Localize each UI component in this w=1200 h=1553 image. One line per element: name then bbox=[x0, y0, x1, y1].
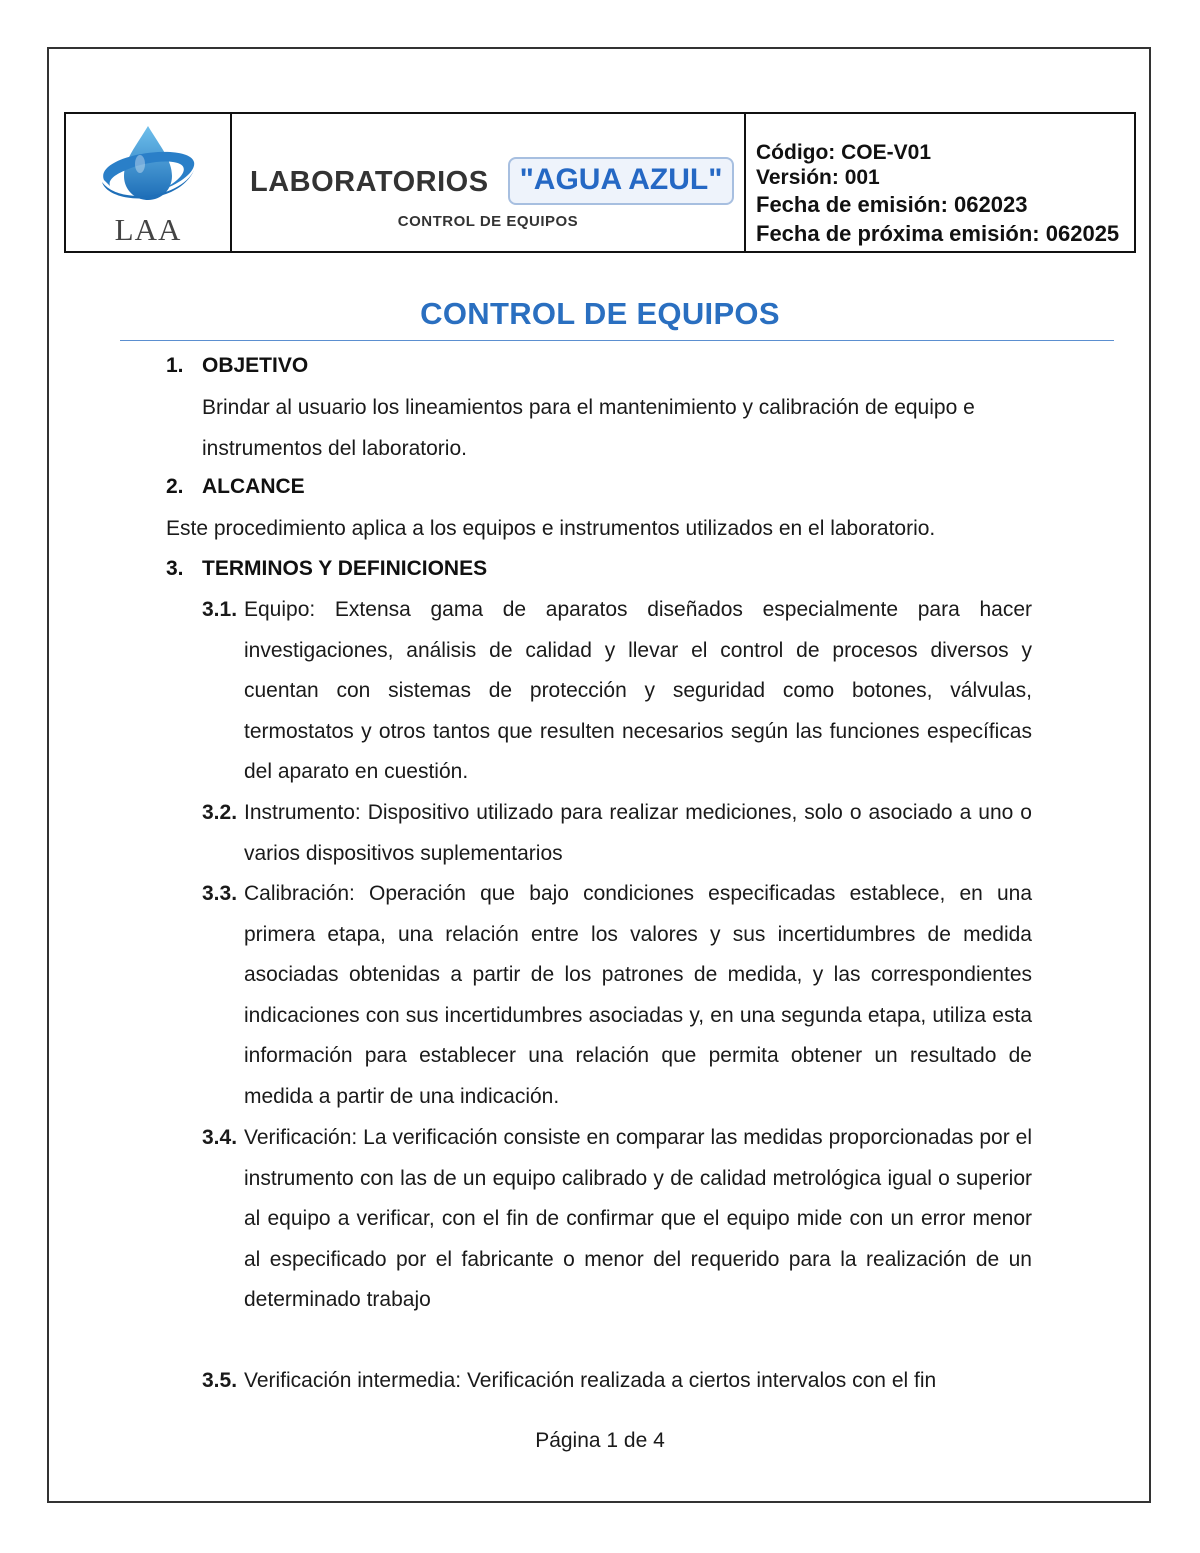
definition-number: 3.5. bbox=[202, 1369, 238, 1392]
definition-number: 3.3. bbox=[202, 882, 238, 905]
section-heading bbox=[166, 557, 487, 581]
section-text: Brindar al usuario los lineamientos para el mantenimiento y calibración de equipo e instrumentos del laboratorio. bbox=[202, 396, 975, 460]
section-title: OBJETIVO bbox=[202, 354, 309, 377]
definition-number: 3.4. bbox=[202, 1126, 238, 1149]
issue-date: Fecha de emisión: 062023 bbox=[756, 192, 1028, 217]
definition-text: Instrumento: Dispositivo utilizado para realizar mediciones, solo o asociado a uno o varios dispositivos suplementarios bbox=[244, 801, 1032, 865]
logo-text: LAA bbox=[114, 212, 182, 247]
definition-number: 3.2. bbox=[202, 801, 238, 824]
next-issue-date: Fecha de próxima emisión: 062025 bbox=[756, 221, 1120, 246]
definition-item bbox=[202, 1118, 1032, 1321]
section-heading bbox=[166, 475, 305, 499]
definition-item bbox=[202, 1361, 1032, 1402]
definition-text: Verificación: La verificación consiste en comparar las medidas proporcionadas por el instrumento con las de un equipo calibrado y de calidad metrológica igual o superior al equipo a verificar, con el fin de confirmar que el equipo mide con un error menor al especificado por el fabricante o menor del requerido para la realización de un determinado trabajo bbox=[244, 1126, 1032, 1312]
definition-text: Verificación intermedia: Verificación realizada a ciertos intervalos con el fin bbox=[244, 1369, 937, 1392]
definition-item bbox=[202, 874, 1032, 1118]
section-text: Este procedimiento aplica a los equipos e instrumentos utilizados en el laboratorio. bbox=[166, 517, 936, 540]
header-subtitle: CONTROL DE EQUIPOS bbox=[397, 213, 579, 230]
brand-name: LABORATORIOS bbox=[250, 166, 489, 198]
water-drop-logo-icon bbox=[96, 124, 200, 214]
section-title: TERMINOS Y DEFINICIONES bbox=[202, 557, 488, 580]
brand-highlight: "AGUA AZUL" bbox=[508, 157, 734, 205]
definition-item bbox=[202, 793, 1032, 874]
definition-text: Equipo: Extensa gama de aparatos diseñados especialmente para hacer investigaciones, análisis de calidad y llevar el control de procesos diversos y cuentan con sistemas de protección y seguridad como botones, válvulas, termostatos y otros tantos que resulten necesarios según las funciones específicas del aparato en cuestión. bbox=[244, 598, 1032, 784]
definition-text: Calibración: Operación que bajo condiciones especificadas establece, en una primera etapa, una relación entre los valores y sus incertidumbres de medida asociadas obtenidas a partir de los patrones de medida, y las correspondientes indicaciones con sus incertidumbres asociadas y, en una segunda etapa, utiliza esta información para establecer una relación que permita obtener un resultado de medida a partir de una indicación. bbox=[244, 882, 1032, 1108]
document-version: Versión: 001 bbox=[756, 166, 880, 189]
section-number: 2. bbox=[166, 475, 184, 498]
meta-cell bbox=[746, 114, 1134, 251]
definition-item bbox=[202, 590, 1032, 793]
section-heading bbox=[166, 354, 308, 378]
logo-cell bbox=[66, 114, 232, 251]
section-number: 1. bbox=[166, 354, 184, 377]
page-title: CONTROL DE EQUIPOS bbox=[420, 296, 780, 331]
brand-cell bbox=[232, 114, 746, 251]
title-divider bbox=[120, 340, 1114, 341]
section-title: ALCANCE bbox=[202, 475, 305, 498]
document-code: Código: COE-V01 bbox=[756, 141, 932, 164]
document-header bbox=[64, 112, 1136, 253]
section-number: 3. bbox=[166, 557, 184, 580]
page-number: Página 1 de 4 bbox=[535, 1429, 665, 1452]
definition-number: 3.1. bbox=[202, 598, 238, 621]
